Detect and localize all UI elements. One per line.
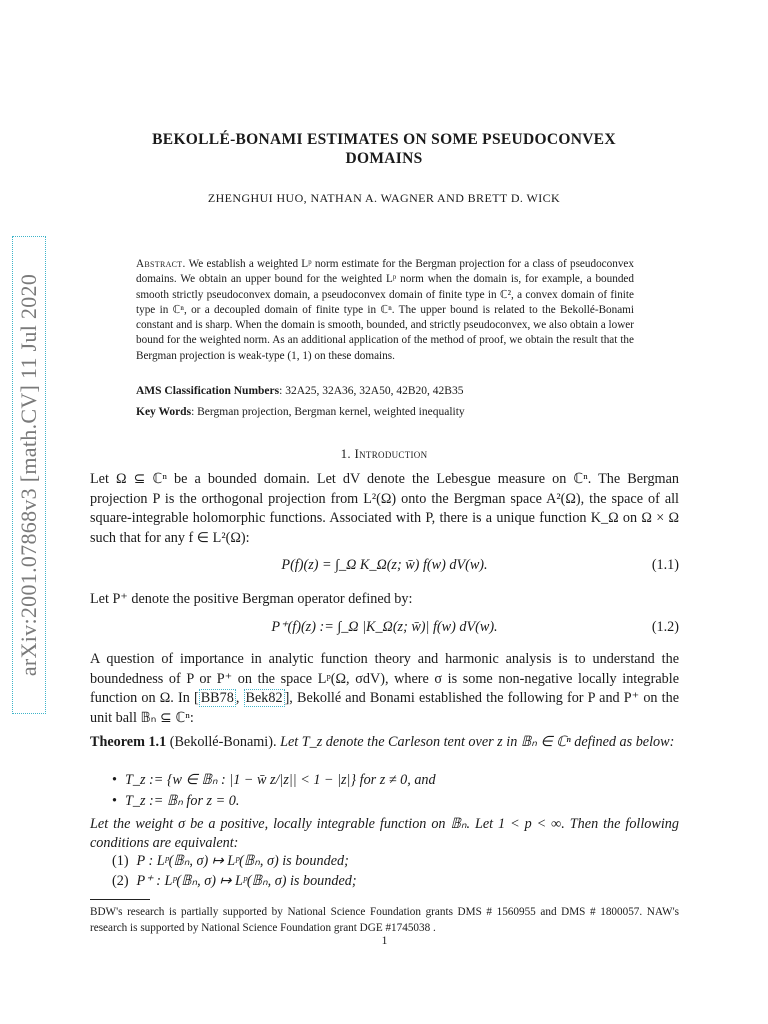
boundedness-text-end: ], Bekollé and Bonami established the following for P and P⁺ on the unit ball 𝔹ₙ ⊆ ℂⁿ: (90, 690, 679, 726)
condition-2 (112, 873, 357, 890)
equation-1-1-number: (1.1) (651, 557, 679, 573)
key-words (136, 406, 634, 418)
theorem-1-1 (90, 733, 679, 752)
footnote-rule (90, 899, 150, 900)
condition-2-text: P⁺ : Lᵖ(𝔹ₙ, σ) ↦ Lᵖ(𝔹ₙ, σ) is bounded; (136, 873, 357, 889)
section-heading (90, 446, 678, 462)
abstract-text: We establish a weighted Lᵖ norm estimate for the Bergman projection for a class of pseudoconvex domains. We obtain an upper bound for the weighted Lᵖ norm when the domain is, for example, a bounded smooth strictly pseudoconvex domain, a pseudoconvex domain of finite type in ℂ², a convex domain of finite type in ℂⁿ, or a decoupled domain of finite type in ℂⁿ. The upper bound is related to the Bekollé-Bonami constant and is sharp. When the domain is smooth, bounded, and strictly pseudoconvex, we also obtain a lower bound for the weighted norm. As an additional application of the method of proof, we obtain the result that the Bergman projection is weak-type (1, 1) on these domains. (136, 258, 634, 362)
tent-definition-nonzero: • T_z := {w ∈ 𝔹ₙ : |1 − w̄ z/|z|| < 1 − |z|} for z ≠ 0, and (112, 772, 436, 789)
equation-1-2-body: P⁺(f)(z) := ∫_Ω |K_Ω(z; w̄)| f(w) dV(w). (271, 619, 498, 635)
citation-separator: , (235, 690, 244, 707)
page-number: 1 (381, 935, 388, 947)
ams-classification (136, 385, 634, 397)
paper-title (90, 130, 678, 168)
section-number: 1. (340, 446, 351, 461)
condition-1-number: (1) (112, 853, 129, 869)
theorem-heading: Theorem 1.1 (90, 734, 167, 750)
key-words-value: : Bergman projection, Bergman kernel, weighted inequality (191, 406, 465, 418)
boundedness-text-start: A question of importance in analytic function theory and harmonic analysis is to understand the boundedness of P or P⁺ on the space Lᵖ(Ω, σdV), where σ is some non-negative locally integrable function on Ω. In [ (90, 651, 679, 707)
condition-1-text: P : Lᵖ(𝔹ₙ, σ) ↦ Lᵖ(𝔹ₙ, σ) is bounded; (136, 853, 349, 869)
abstract (136, 257, 634, 364)
footnote: BDW's research is partially supported by National Science Foundation grants DMS # 1560955 and DMS # 1800057. NAW's research is supported by National Science Foundation grant DGE #1745038 . (90, 906, 679, 934)
paper-title-line-1: BEKOLLÉ-BONAMI ESTIMATES ON SOME PSEUDOCONVEX (152, 131, 616, 148)
theorem-conditions-intro: Let the weight σ be a positive, locally integrable function on 𝔹ₙ. Let 1 < p < ∞. Then the following conditions are equivalent: (90, 816, 679, 852)
equation-1-1 (90, 555, 679, 579)
condition-2-number: (2) (112, 873, 129, 889)
equation-1-1-body: P(f)(z) = ∫_Ω K_Ω(z; w̄) f(w) dV(w). (281, 557, 488, 573)
ams-label: AMS Classification Numbers (136, 385, 280, 397)
tent-definition-zero: • T_z := 𝔹ₙ for z = 0. (112, 793, 239, 810)
paper-title-line-2: DOMAINS (345, 150, 423, 167)
theorem-attribution: (Bekollé-Bonami). (169, 734, 277, 750)
paper-authors: ZHENGHUI HUO, NATHAN A. WAGNER AND BRETT D. WICK (207, 191, 561, 205)
equation-1-2-number: (1.2) (651, 619, 679, 635)
key-words-label: Key Words (136, 406, 192, 418)
citation-bb78[interactable]: BB78 (200, 690, 234, 707)
citation-bek82[interactable]: Bek82 (245, 690, 283, 707)
arxiv-identifier-stamp[interactable] (12, 236, 46, 714)
boundedness-paragraph (90, 650, 679, 728)
equation-1-2 (90, 617, 679, 641)
ams-value: : 32A25, 32A36, 32A50, 42B20, 42B35 (279, 385, 464, 397)
intro-paragraph: Let Ω ⊆ ℂⁿ be a bounded domain. Let dV denote the Lebesgue measure on ℂⁿ. The Bergman projection P is the orthogonal projection from L²(Ω) onto the Bergman space A²(Ω), the space of all square-integrable holomorphic functions. Associated with P, there is a unique function K_Ω on Ω × Ω such that for any f ∈ L²(Ω): (90, 471, 679, 546)
abstract-label: Abstract. (136, 258, 186, 270)
condition-1 (112, 853, 349, 870)
arxiv-identifier: arXiv:2001.07868v3 [math.CV] 11 Jul 2020 (16, 273, 41, 677)
theorem-statement: Let T_z denote the Carleson tent over z in 𝔹ₙ ∈ ℂⁿ defined as below: (280, 734, 675, 750)
positive-operator-paragraph: Let P⁺ denote the positive Bergman operator defined by: (90, 591, 413, 607)
section-title: Introduction (354, 446, 428, 461)
